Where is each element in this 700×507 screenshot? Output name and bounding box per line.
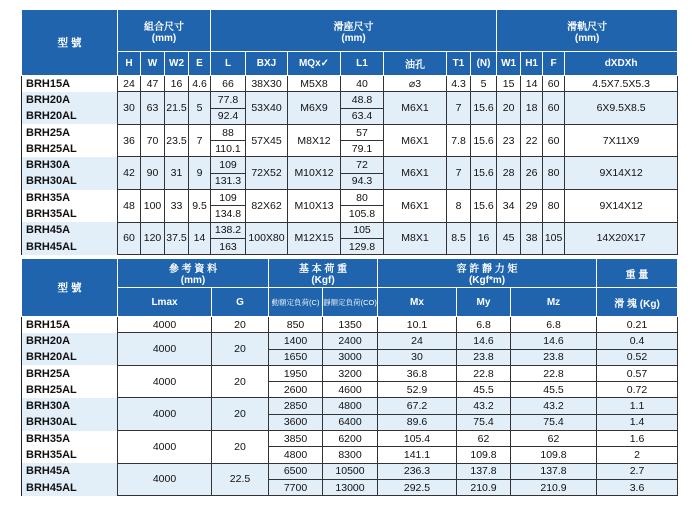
table-cell: 1.1 <box>597 398 678 414</box>
table-cell: 3000 <box>323 349 378 365</box>
table-cell: 57X45 <box>246 124 288 157</box>
table-cell: 14.6 <box>511 333 597 349</box>
col-header: dXDXh <box>565 52 678 76</box>
table-cell: 20 <box>212 317 269 333</box>
col-header: G <box>212 288 269 317</box>
table-cell: 63 <box>141 92 165 125</box>
table-cell: 4000 <box>118 463 212 496</box>
table-row <box>22 124 678 140</box>
model-name: BRH35A <box>22 431 118 447</box>
block-group-header: 滑座尺寸 (mm) <box>211 10 497 52</box>
table-cell: 4000 <box>118 333 212 366</box>
model-name: BRH30A <box>22 398 118 414</box>
table-cell: 77.8 <box>211 92 246 108</box>
table-row <box>22 92 678 108</box>
table-cell: 2850 <box>269 398 323 414</box>
table-cell: 0.4 <box>597 333 678 349</box>
table-cell: 22.5 <box>212 463 269 496</box>
table-cell: 7 <box>447 157 471 190</box>
table-cell: 109 <box>211 190 246 206</box>
table-cell: 292.5 <box>378 479 457 495</box>
table-cell: 1.6 <box>597 431 678 447</box>
table-cell: 7X11X9 <box>565 124 678 157</box>
table-cell: 20 <box>212 365 269 398</box>
table-cell: 137.8 <box>511 463 597 479</box>
table-cell: 138.2 <box>211 222 246 238</box>
table-cell: 6400 <box>323 414 378 430</box>
table-cell: 88 <box>211 124 246 140</box>
col-header: W2 <box>165 52 189 76</box>
table-cell: 60 <box>543 124 565 157</box>
table-cell: 100X80 <box>246 222 288 255</box>
table-cell: 38X30 <box>246 76 288 92</box>
table-cell: 15 <box>497 76 521 92</box>
table-cell: 13000 <box>323 479 378 495</box>
table-cell: 53X40 <box>246 92 288 125</box>
table-cell: 57 <box>341 124 384 140</box>
table-cell: 20 <box>212 398 269 431</box>
col-header: F <box>543 52 565 76</box>
table-cell: 9 <box>189 157 211 190</box>
table-cell: 23 <box>497 124 521 157</box>
table-cell: 2400 <box>323 333 378 349</box>
table-cell: 30 <box>118 92 141 125</box>
table-cell: 31 <box>165 157 189 190</box>
table-cell: 105 <box>543 222 565 255</box>
table-cell: 8.5 <box>447 222 471 255</box>
table-cell: M6X1 <box>384 190 447 223</box>
table-cell: 36.8 <box>378 365 457 381</box>
table-cell: 4.3 <box>447 76 471 92</box>
table-cell: 4000 <box>118 398 212 431</box>
model-name: BRH25AL <box>22 382 118 398</box>
model-header: 型 號 <box>22 10 118 76</box>
table-cell: 60 <box>118 222 141 255</box>
table-cell: 66 <box>211 76 246 92</box>
table-cell: 4800 <box>269 447 323 463</box>
table-cell: M6X1 <box>384 124 447 157</box>
col-header: Mx <box>378 288 457 317</box>
table-cell: 6200 <box>323 431 378 447</box>
table-cell: 0.57 <box>597 365 678 381</box>
static-moment-group-header: 容 許 靜 力 矩 (Kgf*m) <box>378 259 597 288</box>
table-row <box>22 222 678 238</box>
table-cell: M8X12 <box>288 124 341 157</box>
table-cell: 4000 <box>118 365 212 398</box>
col-header: (N) <box>471 52 497 76</box>
table-cell: 5 <box>471 76 497 92</box>
table-cell: 60 <box>543 92 565 125</box>
model-name: BRH30A <box>22 157 118 173</box>
table-cell: 94.3 <box>341 173 384 189</box>
table-cell: 6.8 <box>457 317 511 333</box>
col-header: 動額定負荷(C) <box>269 288 323 317</box>
table-cell: M5X8 <box>288 76 341 92</box>
table-cell: 89.6 <box>378 414 457 430</box>
table-cell: 80 <box>543 157 565 190</box>
table-cell: 163 <box>211 238 246 254</box>
table-cell: 4.5X7.5X5.3 <box>565 76 678 92</box>
table-cell: M10X13 <box>288 190 341 223</box>
table-cell: 6.8 <box>511 317 597 333</box>
model-header: 型 號 <box>22 259 118 317</box>
table-row <box>22 365 678 381</box>
table-cell: 38 <box>521 222 543 255</box>
table-cell: 3200 <box>323 365 378 381</box>
table-cell: 120 <box>141 222 165 255</box>
table-cell: 28 <box>497 157 521 190</box>
table-cell: 7700 <box>269 479 323 495</box>
table-cell: M10X12 <box>288 157 341 190</box>
col-header: H1 <box>521 52 543 76</box>
table-cell: 100 <box>141 190 165 223</box>
table-cell: 14X20X17 <box>565 222 678 255</box>
table-cell: 4000 <box>118 431 212 464</box>
col-header: H <box>118 52 141 76</box>
table-cell: 9.5 <box>189 190 211 223</box>
table-cell: 10.1 <box>378 317 457 333</box>
table-row <box>22 463 678 479</box>
table-cell: 72 <box>341 157 384 173</box>
table-cell: 22 <box>521 124 543 157</box>
table-cell: 24 <box>378 333 457 349</box>
table-cell: 210.9 <box>457 479 511 495</box>
table-cell: 2 <box>597 447 678 463</box>
table-cell: 43.2 <box>511 398 597 414</box>
table-cell: 0.72 <box>597 382 678 398</box>
model-name: BRH20AL <box>22 349 118 365</box>
table-cell: 23.5 <box>165 124 189 157</box>
table-cell: 75.4 <box>511 414 597 430</box>
table-cell: 7.8 <box>447 124 471 157</box>
table-cell: 7 <box>189 124 211 157</box>
table-cell: 22.8 <box>511 365 597 381</box>
table-cell: 23.8 <box>511 349 597 365</box>
table-cell: 105.4 <box>378 431 457 447</box>
model-name: BRH20A <box>22 92 118 108</box>
model-name: BRH35AL <box>22 206 118 222</box>
table-cell: 30 <box>378 349 457 365</box>
weight-group-header: 重 量 <box>597 259 678 288</box>
table-cell: 15.6 <box>471 157 497 190</box>
table-cell: 43.2 <box>457 398 511 414</box>
table-cell: 0.52 <box>597 349 678 365</box>
table-cell: 16 <box>471 222 497 255</box>
table-cell: M12X15 <box>288 222 341 255</box>
model-name: BRH30AL <box>22 414 118 430</box>
col-header: E <box>189 52 211 76</box>
table-cell: 1400 <box>269 333 323 349</box>
model-name: BRH20AL <box>22 108 118 124</box>
rail-group-header: 滑軌尺寸 (mm) <box>497 10 678 52</box>
table-cell: 29 <box>521 190 543 223</box>
table-cell: 850 <box>269 317 323 333</box>
table-cell: 23.8 <box>457 349 511 365</box>
table-cell: 45 <box>497 222 521 255</box>
table-cell: 9X14X12 <box>565 157 678 190</box>
col-header: W1 <box>497 52 521 76</box>
table-cell: 8300 <box>323 447 378 463</box>
table-cell: 210.9 <box>511 479 597 495</box>
table-cell: 18 <box>521 92 543 125</box>
table-cell: 9X14X12 <box>565 190 678 223</box>
table-cell: 7 <box>447 92 471 125</box>
table-cell: 33 <box>165 190 189 223</box>
model-name: BRH25A <box>22 124 118 140</box>
table-cell: 15.6 <box>471 92 497 125</box>
col-header: MQx✓ <box>288 52 341 76</box>
load-rating-table <box>21 258 678 496</box>
table-cell: 15.6 <box>471 124 497 157</box>
table-cell: 8 <box>447 190 471 223</box>
load-group-header: 基 本 荷 重 (Kgf) <box>269 259 378 288</box>
model-name: BRH35AL <box>22 447 118 463</box>
table-row <box>22 431 678 447</box>
table-cell: 37.5 <box>165 222 189 255</box>
col-header: L1 <box>341 52 384 76</box>
table-cell: ⌀3 <box>384 76 447 92</box>
table-cell: 72X52 <box>246 157 288 190</box>
table-cell: 109 <box>211 157 246 173</box>
table-cell: 48 <box>118 190 141 223</box>
table-cell: 45.5 <box>511 382 597 398</box>
model-name: BRH35A <box>22 190 118 206</box>
col-header: 油孔 <box>384 52 447 76</box>
table-row <box>22 76 678 92</box>
table-cell: 14 <box>189 222 211 255</box>
table-cell: 3600 <box>269 414 323 430</box>
table-cell: 129.8 <box>341 238 384 254</box>
table-cell: 80 <box>341 190 384 206</box>
table-row <box>22 317 678 333</box>
table-row <box>22 157 678 173</box>
table-cell: 5 <box>189 92 211 125</box>
table-cell: 3850 <box>269 431 323 447</box>
col-header: Lmax <box>118 288 212 317</box>
table-cell: 42 <box>118 157 141 190</box>
model-name: BRH45A <box>22 463 118 479</box>
table-cell: 34 <box>497 190 521 223</box>
table-cell: 67.2 <box>378 398 457 414</box>
table-cell: 20 <box>212 431 269 464</box>
reference-group-header: 參 考 資 料 (mm) <box>118 259 269 288</box>
table-cell: M6X1 <box>384 92 447 125</box>
table-cell: 20 <box>497 92 521 125</box>
table-cell: 3.6 <box>597 479 678 495</box>
table-cell: M6X1 <box>384 157 447 190</box>
model-name: BRH20A <box>22 333 118 349</box>
table-cell: 4000 <box>118 317 212 333</box>
col-header: 滑 塊 (Kg) <box>597 288 678 317</box>
model-name: BRH25A <box>22 365 118 381</box>
col-header: My <box>457 288 511 317</box>
table-cell: M6X9 <box>288 92 341 125</box>
table-cell: 6500 <box>269 463 323 479</box>
table-cell: 75.4 <box>457 414 511 430</box>
table-cell: 105 <box>341 222 384 238</box>
table-cell: 6X9.5X8.5 <box>565 92 678 125</box>
table-cell: 62 <box>511 431 597 447</box>
assembly-group-header: 組合尺寸 (mm) <box>118 10 211 52</box>
col-header: L <box>211 52 246 76</box>
table-cell: 1950 <box>269 365 323 381</box>
table-cell: 2600 <box>269 382 323 398</box>
table-cell: 24 <box>118 76 141 92</box>
table-cell: 14.6 <box>457 333 511 349</box>
dimensions-table <box>21 9 678 255</box>
model-name: BRH30AL <box>22 173 118 189</box>
table-cell: 14 <box>521 76 543 92</box>
table-cell: 48.8 <box>341 92 384 108</box>
table-cell: M8X1 <box>384 222 447 255</box>
table-row <box>22 398 678 414</box>
table-cell: 134.8 <box>211 206 246 222</box>
table-cell: 16 <box>165 76 189 92</box>
model-name: BRH45AL <box>22 479 118 495</box>
table-cell: 4600 <box>323 382 378 398</box>
table-cell: 4800 <box>323 398 378 414</box>
table-cell: 141.1 <box>378 447 457 463</box>
table-row <box>22 333 678 349</box>
table-cell: 47 <box>141 76 165 92</box>
model-name: BRH15A <box>22 317 118 333</box>
table-cell: 20 <box>212 333 269 366</box>
col-header: T1 <box>447 52 471 76</box>
table-cell: 60 <box>543 76 565 92</box>
table-cell: 82X62 <box>246 190 288 223</box>
table-cell: 1650 <box>269 349 323 365</box>
table-cell: 26 <box>521 157 543 190</box>
table-cell: 52.9 <box>378 382 457 398</box>
table-cell: 63.4 <box>341 108 384 124</box>
col-header: 靜額定負荷(CO) <box>323 288 378 317</box>
table-cell: 21.5 <box>165 92 189 125</box>
table-cell: 79.1 <box>341 141 384 157</box>
col-header: W <box>141 52 165 76</box>
table-cell: 131.3 <box>211 173 246 189</box>
table-cell: 2.7 <box>597 463 678 479</box>
col-header: Mz <box>511 288 597 317</box>
table-cell: 15.6 <box>471 190 497 223</box>
model-name: BRH45AL <box>22 238 118 254</box>
table-cell: 62 <box>457 431 511 447</box>
table-cell: 1.4 <box>597 414 678 430</box>
table-cell: 0.21 <box>597 317 678 333</box>
table-cell: 22.8 <box>457 365 511 381</box>
model-name: BRH45A <box>22 222 118 238</box>
table-row <box>22 190 678 206</box>
table-cell: 1350 <box>323 317 378 333</box>
table-cell: 110.1 <box>211 141 246 157</box>
model-name: BRH15A <box>22 76 118 92</box>
table-cell: 36 <box>118 124 141 157</box>
table-cell: 45.5 <box>457 382 511 398</box>
table-cell: 105.8 <box>341 206 384 222</box>
table-cell: 137.8 <box>457 463 511 479</box>
table-cell: 70 <box>141 124 165 157</box>
table-cell: 10500 <box>323 463 378 479</box>
model-name: BRH25AL <box>22 141 118 157</box>
table-cell: 109.8 <box>511 447 597 463</box>
table-cell: 4.6 <box>189 76 211 92</box>
table-cell: 40 <box>341 76 384 92</box>
table-cell: 90 <box>141 157 165 190</box>
table-cell: 80 <box>543 190 565 223</box>
table-cell: 236.3 <box>378 463 457 479</box>
col-header: BXJ <box>246 52 288 76</box>
table-cell: 92.4 <box>211 108 246 124</box>
table-cell: 109.8 <box>457 447 511 463</box>
